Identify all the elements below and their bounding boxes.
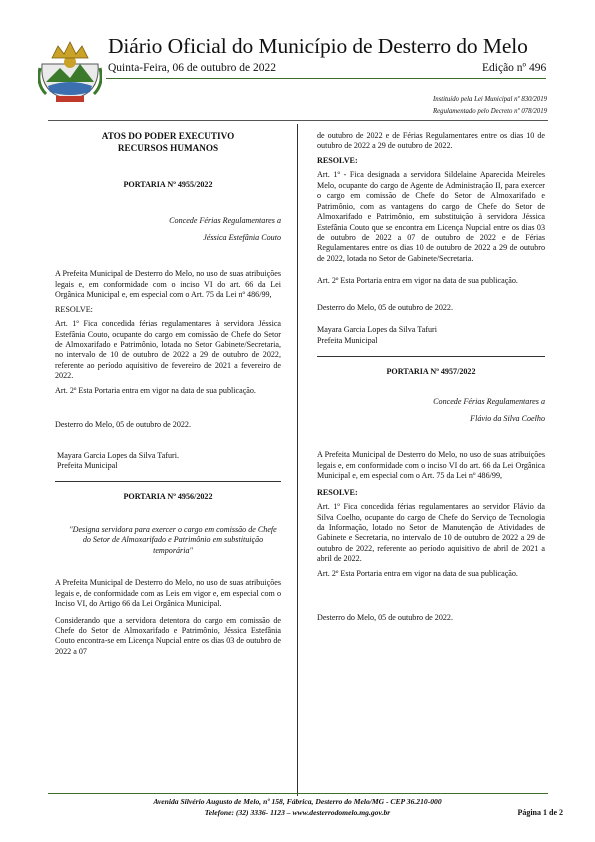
ordinance-title: PORTARIA Nº 4955/2022 [123,180,213,189]
section-subtitle: RECURSOS HUMANOS [117,142,219,153]
header-rule [106,78,546,79]
column-divider [297,124,298,796]
institution-law: Instituído pela Lei Municipal nº 830/2019 [432,96,547,103]
page-number: Página 1 de 2 [517,808,563,817]
ordinance-separator [55,481,281,482]
ordinance-summary: Flávio da Silva Coelho [470,413,545,423]
considering-continuation: de outubro de 2022 e de Férias Regulamentares entre os dias 10 de outubro de 2022 a 29 de outubro de 2022. [317,131,545,151]
municipal-coat-of-arms [38,38,102,104]
regulation-decree: Regulamentado pelo Decreto nº 078/2019 [433,108,547,115]
place-date: Desterro do Melo, 05 de outubro de 2022. [317,613,453,623]
left-column [55,131,281,657]
resolve-heading: RESOLVE: [317,487,358,497]
header-rule-bottom [48,120,548,121]
ordinance-title: PORTARIA Nº 4956/2022 [123,492,213,502]
right-column [317,131,545,624]
footer-address: Avenida Silvério Augusto de Melo, nº 158, Fábrica, Desterro do Melo/MG - CEP 36.210-000 [153,797,442,806]
article-1: Art. 1º Fica concedida férias regulamentares à servidora Jéssica Estefânia Couto, ocupante do cargo em comissão de Chefe do Setor de Almoxarifado e Patrimônio, lotada no Setor Gabinete/Secretaria, no intervalo de 10 de outubro de 2022 a 29 de outubro de 2022, referente ao período aquisitivo de fevereiro de 2021 a fevereiro de 2022. [55,319,281,381]
article-2: Art. 2º Esta Portaria entra em vigor na data de sua publicação. [55,385,256,395]
place-date: Desterro do Melo, 05 de outubro de 2022. [55,420,191,430]
article-1: Art. 1º - Fica designada a servidora Sildelaine Aparecida Meireles Melo, ocupante do cargo de Agente de Administração II, para exercer o cargo em comissão de Chefe do Setor de Almoxarifado e Patrimônio, com as vantagens do cargo de Chefe do Setor de Almoxarifado e Patrimônio, em substituição à servidora Jéssica Estefânia Couto que se encontra em Licença Nupcial entre os dias 03 de outubro de 2022 a 07 de outubro de 2022 e de Férias Regulamentares entre os dias 10 de outubro de 2022 a 29 de outubro de 2022, lotada no Setor de Gabinete/Secretaria. [317,170,545,263]
signatory-role: Prefeita Municipal [317,335,378,345]
section-title: ATOS DO PODER EXECUTIVO [101,131,235,141]
article-2: Art. 2º Esta Portaria entra em vigor na data de sua publicação. [317,568,518,578]
article-2: Art. 2º Esta Portaria entra em vigor na data de sua publicação. [317,276,518,286]
ordinance-summary: Concede Férias Regulamentares a [169,216,281,226]
place-date: Desterro do Melo, 05 de outubro de 2022. [317,302,453,312]
footer-rule [48,793,548,794]
edition-number: Edição nº 496 [482,62,547,74]
ordinance-separator [317,356,545,357]
ordinance-summary: "Designa servidora para exercer o cargo em comissão de Chefe do Setor de Almoxarifado e Patrimônio em substituição temporária" [69,524,277,555]
ordinance-title: PORTARIA Nº 4957/2022 [386,367,476,376]
signatory-name: Mayara Garcia Lopes da Silva Tafuri [317,325,437,335]
signatory-name: Mayara Garcia Lopes da Silva Tafuri. [57,450,179,460]
signatory-role: Prefeita Municipal [57,461,118,470]
article-1: Art. 1º Fica concedida férias regulamentares ao servidor Flávio da Silva Coelho, ocupante do cargo de Chefe do Serviço de Tecnologia da Informação, lotado no Setor de Manutenção de Atividades de Gabinete e Secretaria, no intervalo de 10 de outubro de 2022 a 29 de outubro de 2022, referente ao período aquisitivo de abril de 2021 a abril de 2022. [317,502,545,564]
ordinance-summary: Concede Férias Regulamentares a [433,397,545,407]
resolve-heading: RESOLVE: [55,304,93,314]
issue-date: Quinta-Feira, 06 de outubro de 2022 [108,62,276,74]
footer-contact: Telefone: (32) 3336- 1123 – www.desterrodomelo.mg.gov.br [204,808,391,817]
ordinance-preamble: A Prefeita Municipal de Desterro do Melo, no uso de suas atribuições legais e, de conformidade com as Leis em vigor e, em especial com o Inciso VI, do Artigo 66 da Lei Orgânica Municipal. [55,578,281,609]
gazette-title: Diário Oficial do Município de Desterro do Melo [108,34,528,58]
ordinance-preamble: A Prefeita Municipal de Desterro do Melo, no uso de suas atribuições legais e, em conformidade com o inciso VI do art. 66 da Lei Orgânica Municipal e, em especial com o Art. 75 da Lei nº 486/99, [317,450,545,481]
considering-clause: Considerando que a servidora detentora do cargo em comissão de Chefe do Setor de Almoxarifado e Patrimônio, Jéssica Estefânia Couto encontra-se em Licença Nupcial entre os dias 03 de outubro de 2022 a 07 [55,615,281,656]
resolve-heading: RESOLVE: [317,155,358,165]
ordinance-preamble: A Prefeita Municipal de Desterro do Melo, no uso de suas atribuições legais e, em conformidade com o inciso VI do art. 66 da Lei Orgânica Municipal e, em especial com o Art. 75 da Lei nº 486/99, [55,269,281,300]
ordinance-summary: Jéssica Estefânia Couto [203,232,281,242]
